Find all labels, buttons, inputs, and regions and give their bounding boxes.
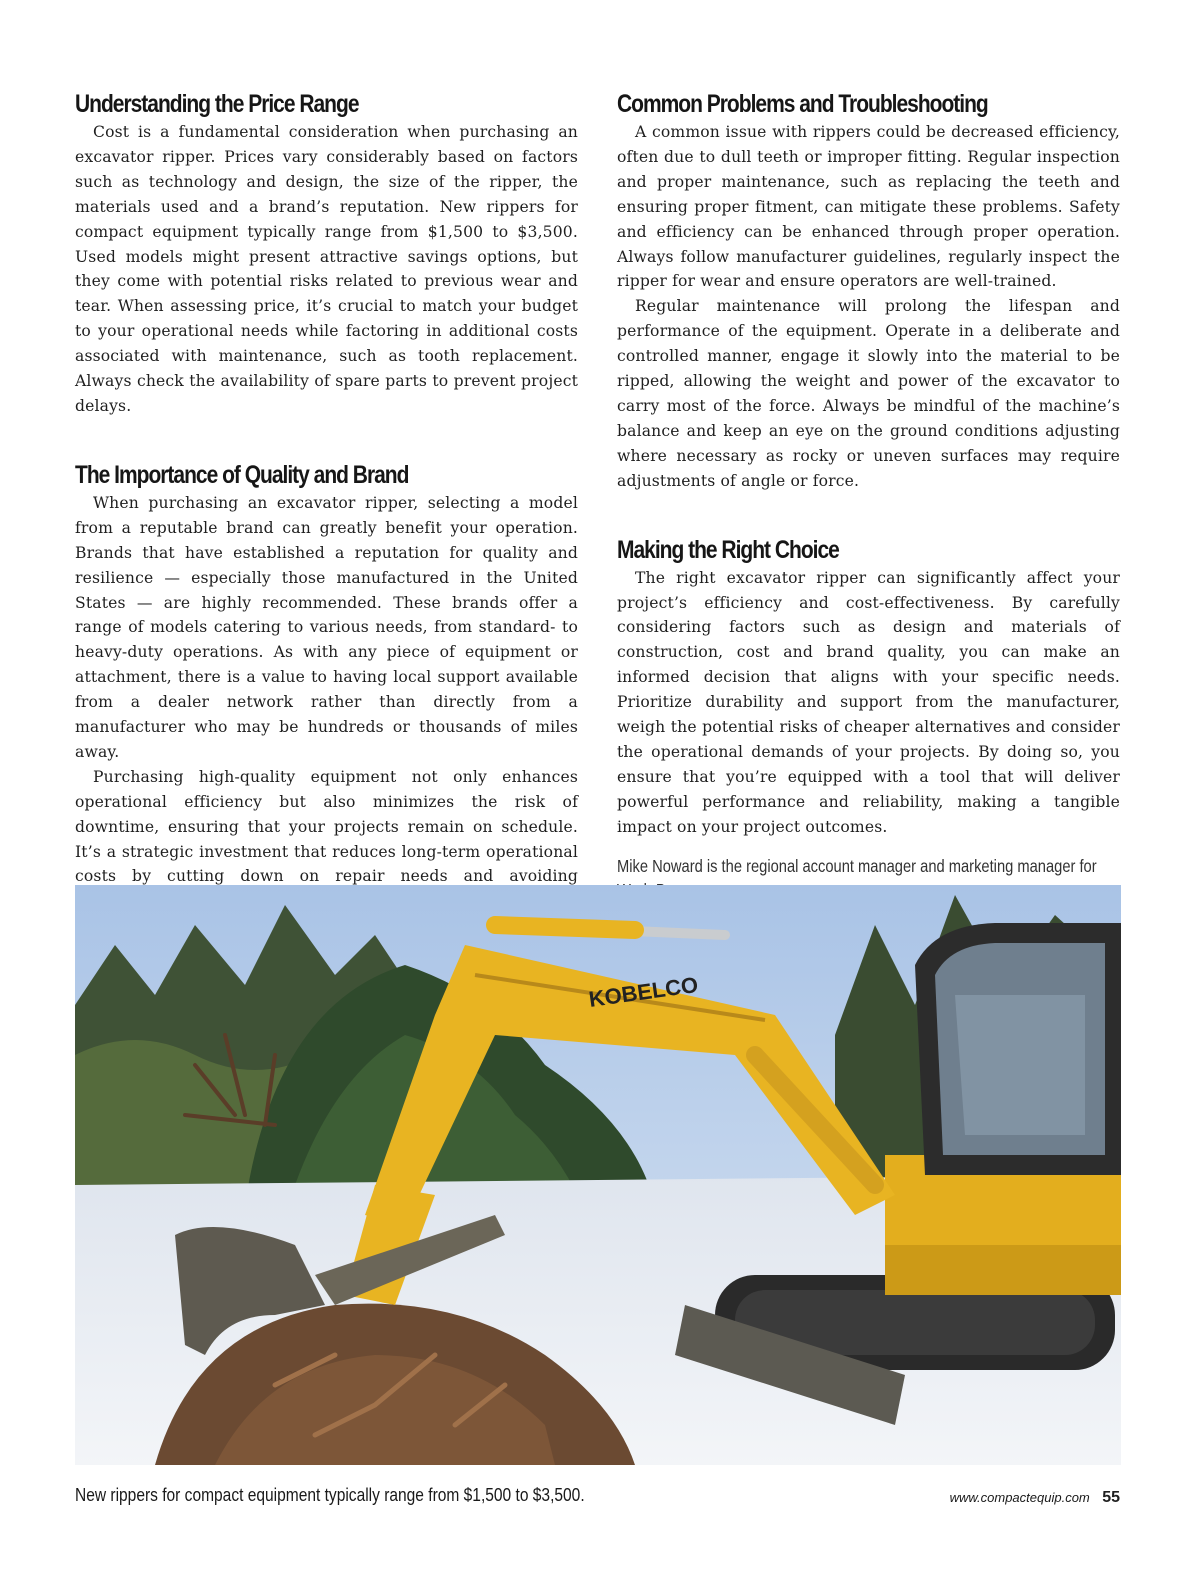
- paragraph: The right excavator ripper can significantly affect your project’s efficiency and cost-effectiveness. By carefully considering factors such as design and materials of construction, cost and brand quality, you can make an informed decision that aligns with your specific needs. Prioritize durability and support from the manufacturer, weigh the potential risks of cheaper alternatives and consider the operational demands of your projects. By doing so, you ensure that you’re equipped with a tool that will deliver powerful performance and reliability, making a tangible impact on your project outcomes.: [617, 568, 1120, 836]
- right-column: [617, 88, 1120, 902]
- heading-troubleshooting: Common Problems and Troubleshooting: [617, 90, 988, 118]
- website-url: www.compactequip.com: [949, 1490, 1090, 1505]
- excavator-photo: [75, 885, 1121, 1465]
- photo-caption: New rippers for compact equipment typically range from $1,500 to $3,500.: [75, 1484, 585, 1505]
- paragraph: Purchasing high-quality equipment not only enhances operational efficiency but also minimizes the risk of downtime, ensuring that your projects remain on schedule. It’s a strategic investment that reduces long-term operational costs by cutting down on repair needs and avoiding: [75, 767, 578, 886]
- heading-price-range: Understanding the Price Range: [75, 90, 359, 118]
- left-column: [75, 88, 578, 914]
- page-footer: [950, 1489, 1120, 1507]
- paragraph: Regular maintenance will prolong the lifespan and performance of the equipment. Operate in a deliberate and controlled manner, engage it slowly into the material to be ripped, allowing the weight and power of the excavator to carry most of the force. Always be mindful of the machine’s balance and keep an eye on the ground conditions adjusting where necessary as rocky or uneven surfaces may require adjustments of angle or force.: [617, 297, 1120, 490]
- heading-quality-brand: The Importance of Quality and Brand: [75, 460, 409, 489]
- page-number: 55: [1102, 1489, 1120, 1506]
- excavator-illustration: [75, 885, 1121, 1465]
- boom-brand-text: KOBELCO: [587, 971, 700, 1012]
- heading-right-choice: Making the Right Choice: [617, 535, 839, 564]
- paragraph: When purchasing an excavator ripper, selecting a model from a reputable brand can greatly benefit your operation. Brands that have established a reputation for quality and resilience — especially those manufactured in the United States — are highly recommended. These brands offer a range of models catering to various needs, from standard- to heavy-duty operations. As with any piece of equipment or attachment, there is a value to having local support available from a dealer network rather than directly from a manufacturer who may be hundreds or thousands of miles away.: [75, 493, 578, 761]
- paragraph: Cost is a fundamental consideration when purchasing an excavator ripper. Prices vary considerably based on factors such as technology and design, the size of the ripper, the materials used and a brand’s reputation. New rippers for compact equipment typically range from $1,500 to $3,500. Used models might present attractive savings options, but they come with potential risks related to previous wear and tear. When assessing price, it’s crucial to match your budget to your operational needs while factoring in additional costs associated with maintenance, such as tooth replacement. Always check the availability of spare parts to prevent project delays.: [75, 123, 578, 415]
- author-bio: Mike Noward is the regional account manager and marketing manager for: [617, 855, 1097, 876]
- paragraph: A common issue with rippers could be decreased efficiency, often due to dull teeth or improper fitting. Regular inspection and proper maintenance, such as replacing the teeth and ensuring proper fitment, can mitigate these problems. Safety and efficiency can be enhanced through proper operation. Always follow manufacturer guidelines, regularly inspect the ripper for wear and ensure operators are well-trained.: [617, 123, 1120, 291]
